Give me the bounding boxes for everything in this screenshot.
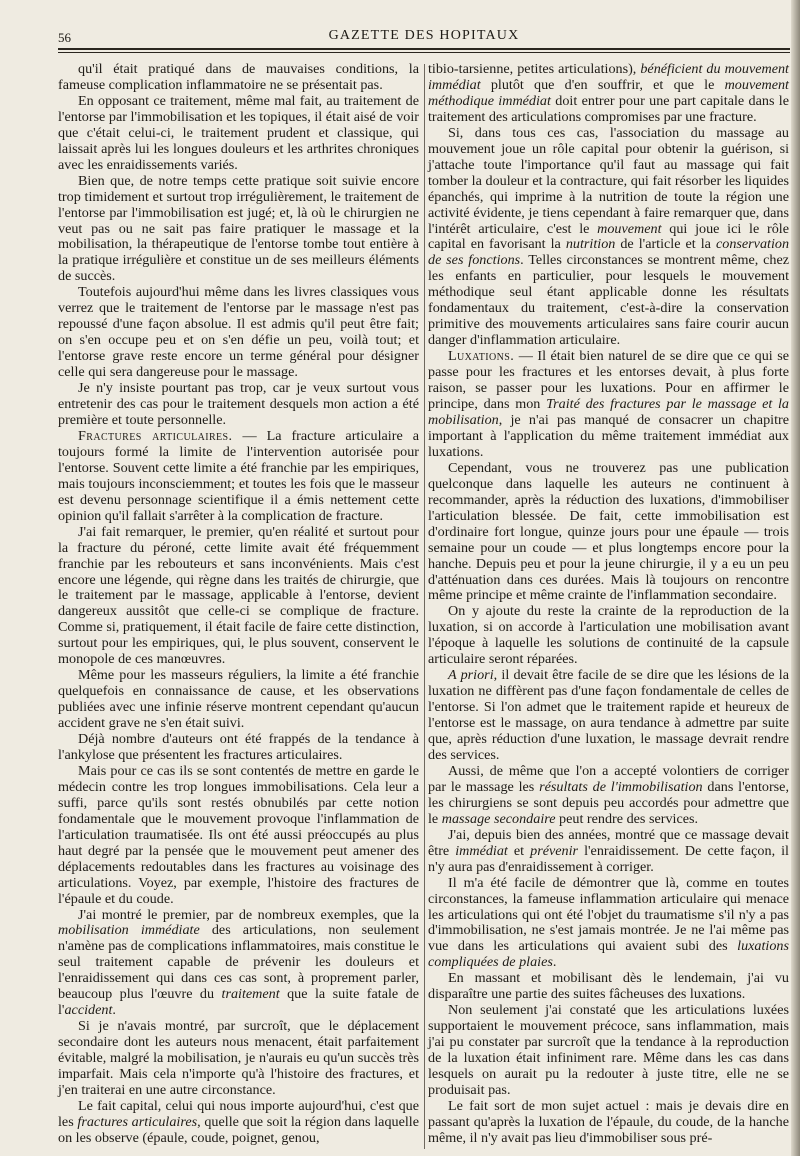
paragraph <box>428 62 789 126</box>
italic-phrase: mouvement <box>597 220 662 237</box>
text-run: Aussi, de même que l'on a accepté volontiers de corriger par le massage les <box>428 762 789 795</box>
text-run: tibio-tarsienne, petites articulations), <box>428 61 641 77</box>
italic-phrase: bénéficient du mouvement immédiat <box>428 61 789 93</box>
italic-phrase: accident <box>64 1002 113 1019</box>
paragraph <box>58 668 419 732</box>
italic-phrase: conservation de ses fonctions <box>428 236 790 269</box>
paragraph <box>58 764 419 908</box>
paragraph-text: En massant et mobilisant dès le lendemain, j'ai vu disparaître une partie des suites fâcheuses des luxations. <box>428 970 789 1003</box>
text-run: , je n'ai pas manqué de consacrer un chapitre important à l'application du même traitement immédiat aux luxations. <box>428 411 789 460</box>
paragraph <box>428 764 789 828</box>
italic-phrase: luxations compliquées de plaies <box>428 938 789 971</box>
paragraph <box>58 1019 419 1099</box>
paragraph <box>428 461 789 605</box>
column-divider <box>424 64 425 1149</box>
paragraph-text: Même pour les masseurs réguliers, la limite a été franchie quelquefois en connaissance de cause, et les observations publiées avec une infinie réserve montrent cependant qu'aucun accident grave ne s'en était suivi. <box>58 667 419 732</box>
text-run: Le fait capital, celui qui nous importe aujourd'hui, c'est que les <box>58 1097 419 1130</box>
text-run: des articulations, non seulement n'amène pas de complications inflammatoires, mais constitue le seul traitement capable de prévenir les douleurs et l'enraidissement qui dans ces cas sont, à proprement parler, beaucoup plus l'œuvre du <box>58 922 419 1003</box>
paragraph-text: Le fait sort de mon sujet actuel : mais je devais dire en passant qu'après la luxation de l'épaule, du coude, de la hanche même, il n'y avait pas lieu d'immobiliser sous pré- <box>428 1097 789 1146</box>
text-run: . <box>112 1002 116 1019</box>
text-run: l'enraidissement. De cette façon, il n'y aura pas d'enraidissement à corriger. <box>428 842 789 875</box>
section-heading: Fractures articulaires. <box>78 427 233 444</box>
italic-phrase: immédiat <box>455 842 508 859</box>
text-run: — Il était bien naturel de se dire que ce qui se passe pour les fractures et les entorses devait, à plus forte raison, se passer pour les luxations. Pour en affirmer le principe, dans mon <box>428 348 789 413</box>
text-run: peut rendre des services. <box>555 810 699 827</box>
paragraph <box>428 1099 789 1147</box>
paragraph <box>58 732 419 764</box>
journal-title: GAZETTE DES HOPITAUX <box>328 28 520 43</box>
text-run: , quelle que soit la région dans laquelle on les observe (épaule, coude, poignet, genou, <box>58 1113 419 1146</box>
text-run: doit entrer pour une part capitale dans le traitement des articulations compromises par une fracture. <box>428 92 789 125</box>
paragraph <box>428 876 789 972</box>
text-run: J'ai, depuis bien des années, montré que ce massage devait être <box>428 826 789 859</box>
italic-phrase: Traité des fractures par le massage et la mobilisation <box>428 396 790 428</box>
left-column <box>58 62 419 1147</box>
paragraph-text: Je n'y insiste pourtant pas trop, car je veux surtout vous entretenir des cas pour le traitement desquels mon action a été première et toute personnelle. <box>58 380 419 428</box>
paragraph <box>428 828 789 876</box>
italic-phrase: mobilisation immédiate <box>58 922 200 939</box>
italic-phrase: nutrition <box>565 236 616 253</box>
paragraph <box>58 62 419 94</box>
paragraph <box>58 525 419 669</box>
italic-phrase: résultats de l'immobilisation <box>539 778 703 795</box>
paragraph-text: Déjà nombre d'auteurs ont été frappés de la tendance à l'ankylose que présentent les fractures articulaires. <box>58 731 419 763</box>
text-run: que la suite fatale de l' <box>58 986 419 1019</box>
paragraph <box>58 174 419 286</box>
text-run: Il m'a été facile de démontrer que là, comme en toutes circonstances, la fameuse inflammation articulaire qui menace les articulations qui ont été l'objet du traumatisme s'il n'y a pas d'immobilisation, ne s'est jamais montrée. Je ne l'ai même pas vue dans les articulations qui avaient subi des <box>428 874 789 955</box>
paragraph-text: On y ajoute du reste la crainte de la reproduction de la luxation, si on accorde à l'articulation une mobilisation avant l'époque à laquelle les solutions de continuité de la capsule articulaire seront réparées. <box>428 603 789 668</box>
paragraph <box>428 668 789 764</box>
paragraph <box>428 971 789 1003</box>
paragraph-text: Mais pour ce cas ils se sont contentés de mettre en garde le médecin contre les trop longues immobilisations. Cela leur a suffi, parce qu'ils sont restés obnubilés par cette notion fondamentale que le mouvement provoque l'inflammation de l'articulation traumatisée. Ils ont été aussi préoccupés au plus haut degré par la pensée que le mouvement peut amener des déplacements redoutables dans les fractures au voisinage des articulations. Voyez, par exemple, l'histoire des fractures de l'épaule et du coude. <box>58 762 419 907</box>
text-run: . <box>552 954 557 971</box>
header-rule-thick <box>58 48 790 50</box>
page-edge-shadow <box>791 0 800 1156</box>
page-number: 56 <box>58 30 71 45</box>
text-run: J'ai montré le premier, par de nombreux exemples, que la <box>78 906 419 923</box>
right-column <box>428 62 789 1147</box>
text-run: . Telles circonstances se montrent même, chez les enfants en particulier, pour lesquels le mouvement méthodique seul étant applicable donne les résultats fondamentaux du traitement, c'est-à-dire la conservation primitive des mouvements articulaires sans faire courir aucun danger d'inflammation articulaire. <box>428 252 789 349</box>
italic-phrase: massage secondaire <box>441 810 556 827</box>
paragraph-text: Toutefois aujourd'hui même dans les livres classiques vous verrez que le traitement de l'entorse par le massage n'est pas repoussé d'une façon absolue. Il est admis qu'il peut être fait; on s'en occupe peu et on s'en défie un peu, voilà tout; et l'entorse grave reste encore un terme général pour désigner celle qui sera dangereuse pour le massage. <box>58 284 419 381</box>
text-run: dans l'entorse, les chirurgiens se sont depuis peu accordés pour admettre que le <box>428 778 789 827</box>
italic-phrase: A priori <box>448 667 494 684</box>
text-run: , il devait être facile de se dire que les lésions de la luxation ne diffèrent pas d'une façon fondamentale de celles de l'entorse. Si l'on admet que le traitement rapide et heureux de l'entorse est le massage, on aura tendance à admettre par suite que, après réduction d'une luxation, le massage devrait rendre des services. <box>428 667 789 763</box>
header-rule-thin <box>58 52 790 53</box>
paragraph <box>58 285 419 381</box>
paragraph-text: — La fracture articulaire a toujours formé la limite de l'intervention autorisée pour l'entorse. Souvent cette limite a été franchie par les empiriques, mais toujours inconsciemment; et toutes les fois que le masseur est devenu personnage scientifique il a émis nettement cette opinion qu'il fallait s'arrêter à la complication de fracture. <box>58 427 419 524</box>
paragraph-text: Si je n'avais montré, par surcroît, que le déplacement secondaire dont les auteurs nous menacent, était parfaitement évitable, malgré la mobilisation, je n'aurais eu qu'un succès très imparfait. Mais cela n'importe qu'à l'histoire des fractures, et j'en traiterai en une autre circonstance. <box>58 1018 419 1098</box>
paragraph <box>58 381 419 429</box>
section-heading: Luxations. <box>448 348 515 365</box>
text-run: Si, dans tous ces cas, l'association du massage au mouvement joue un rôle capital pour obtenir la guérison, si j'attache toute l'importance qu'il faut au massage qui fait tomber la douleur et la contracture, qui fait résorber les liquides épanchés, qui imprime à la nutrition de toute la région une activité évidente, je tiens cependant à faire remarquer que, dans l'intérêt articulaire, c'est le <box>428 124 789 237</box>
paragraph-text: Non seulement j'ai constaté que les articulations luxées supportaient le mouvement précoce, sans inflammation, mais j'ai pu constater par surcroît que la tendance à la reproduction de la luxation était infiniment rare. Même dans les cas dans lesquels on aurait pu la redouter à juste titre, elle ne se produisait pas. <box>428 1002 789 1098</box>
paragraph <box>58 1099 419 1147</box>
text-run: de l'article et la <box>615 236 716 253</box>
italic-phrase: mouvement méthodique immédiat <box>428 76 789 109</box>
paragraph-text: J'ai fait remarquer, le premier, qu'en réalité et surtout pour la fracture du péroné, cette limite avait été fréquemment franchie par les rebouteurs et sans inconvénients. Mais c'est encore une légende, qui règne dans les traités de chirurgie, que le traitement par le massage, applicable à l'entorse, devient dangereux aussitôt que celle-ci se complique de fracture. Comme si, pratiquement, il était facile de faire cette distinction, surtout pour les empiriques, qui, le plus souvent, conservent le monopole de ces manœuvres. <box>58 523 419 668</box>
text-run: plutôt que d'en souffrir, et que le <box>480 76 725 93</box>
paragraph <box>58 908 419 1020</box>
paragraph <box>428 126 789 349</box>
italic-phrase: traitement <box>221 986 280 1003</box>
paragraph <box>58 429 419 525</box>
paragraph <box>428 1003 789 1099</box>
paragraph <box>428 349 789 461</box>
paragraph <box>58 94 419 174</box>
paragraph-text: qu'il était pratiqué dans de mauvaises conditions, la fameuse complication inflammatoire ne se présentait pas. <box>58 61 419 93</box>
paragraph-text: Bien que, de notre temps cette pratique soit suivie encore trop timidement et surtout trop irrégulièrement, le traitement de l'entorse par l'immobilisation est jugé; et, là où le chirurgien ne veut pas ou ne sait pas faire pratiquer le massage et la mobilisation, la thérapeutique de l'entorse tombe tout entière à la pratique irrégulière et constitue un de ses meilleurs éléments de succès. <box>58 172 419 285</box>
paragraph-text: Cependant, vous ne trouverez pas une publication quelconque dans laquelle les auteurs ne continuent à recommander, après la réduction des luxations, d'immobiliser l'articulation blessée. De fait, cette immobilisation est d'ordinaire fort longue, quinze jours pour une épaule — trois semaine pour un coude — et plus longtemps encore pour la hanche. Depuis peu et pour la jeune chirurgie, il y a eu un peu d'atténuation dans ces durées. Mais là toujours on rencontre même principe et même crainte de l'inflammation secondaire. <box>428 459 789 604</box>
page-header <box>58 22 790 46</box>
paragraph <box>428 604 789 668</box>
text-run: et <box>507 842 531 859</box>
italic-phrase: fractures articulaires <box>77 1113 198 1130</box>
text-run: qui joue ici le rôle capital en favorisant la <box>428 220 789 253</box>
paragraph-text: En opposant ce traitement, même mal fait, au traitement de l'entorse par l'immobilisation et les topiques, il était aisé de voir que c'était celui-ci, le traitement prudent et classique, qui laissait après lui les longues douleurs et les arthrites chroniques avec les enraidissements variés. <box>58 92 419 173</box>
italic-phrase: prévenir <box>530 842 579 859</box>
